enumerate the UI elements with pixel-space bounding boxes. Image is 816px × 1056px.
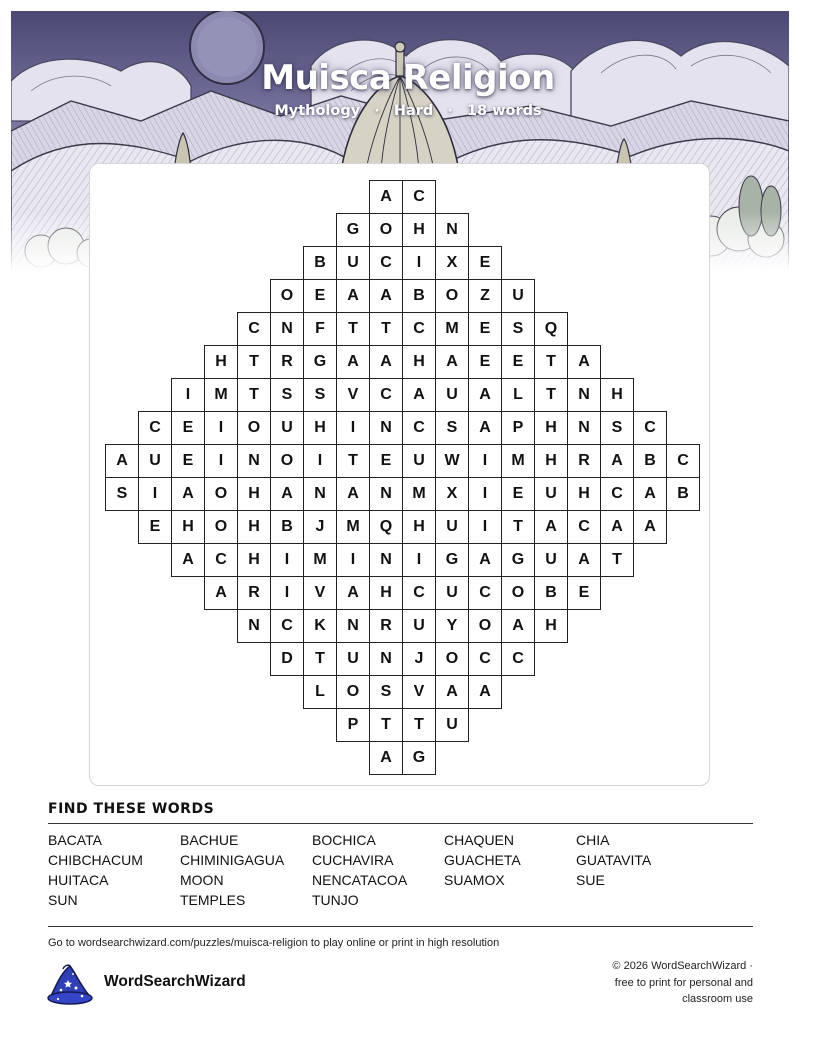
grid-cell[interactable]: E <box>303 279 337 313</box>
grid-cell[interactable]: A <box>600 510 634 544</box>
grid-cell[interactable]: O <box>270 279 304 313</box>
grid-cell[interactable]: T <box>303 642 337 676</box>
difficulty-label: Hard <box>393 103 434 119</box>
grid-cell[interactable]: C <box>270 609 304 643</box>
grid-cell[interactable]: I <box>468 444 502 478</box>
grid-cell[interactable]: A <box>369 279 403 313</box>
grid-cell[interactable]: T <box>534 378 568 412</box>
word-count-label: 18 words <box>466 103 542 119</box>
grid-cell[interactable]: I <box>204 411 238 445</box>
word-list-item: MOON <box>180 872 224 888</box>
grid-cell[interactable]: G <box>501 543 535 577</box>
puzzle-meta <box>0 103 816 119</box>
grid-cell[interactable]: R <box>237 576 271 610</box>
grid-cell[interactable]: O <box>435 642 469 676</box>
grid-cell[interactable]: Q <box>369 510 403 544</box>
grid-cell[interactable]: E <box>138 510 172 544</box>
grid-cell[interactable]: M <box>435 312 469 346</box>
grid-cell[interactable]: I <box>402 246 436 280</box>
grid-cell[interactable]: X <box>435 477 469 511</box>
grid-cell[interactable]: H <box>369 576 403 610</box>
grid-cell[interactable]: C <box>633 411 667 445</box>
grid-cell[interactable]: C <box>237 312 271 346</box>
brand-name: WordSearchWizard <box>104 973 246 990</box>
grid-cell[interactable]: H <box>237 543 271 577</box>
grid-cell[interactable]: C <box>567 510 601 544</box>
word-list-item: BACHUE <box>180 832 239 848</box>
grid-cell[interactable]: H <box>237 477 271 511</box>
meta-separator: · <box>447 103 453 119</box>
grid-cell[interactable]: H <box>402 213 436 247</box>
grid-cell[interactable]: C <box>468 642 502 676</box>
grid-cell[interactable]: G <box>336 213 370 247</box>
grid-cell[interactable]: U <box>435 708 469 742</box>
grid-cell[interactable]: A <box>633 477 667 511</box>
grid-cell[interactable]: O <box>435 279 469 313</box>
grid-cell[interactable]: E <box>501 477 535 511</box>
grid-cell[interactable]: C <box>402 312 436 346</box>
grid-cell[interactable]: N <box>369 642 403 676</box>
grid-cell[interactable]: B <box>270 510 304 544</box>
copyright-line: free to print for personal and <box>614 976 753 989</box>
grid-cell[interactable]: T <box>369 708 403 742</box>
grid-cell[interactable]: M <box>204 378 238 412</box>
grid-cell[interactable]: B <box>633 444 667 478</box>
grid-cell[interactable]: C <box>369 246 403 280</box>
grid-cell[interactable]: M <box>402 477 436 511</box>
grid-cell[interactable]: H <box>237 510 271 544</box>
grid-cell[interactable]: N <box>303 477 337 511</box>
grid-cell[interactable]: V <box>336 378 370 412</box>
word-list-item: HUITACA <box>48 872 109 888</box>
grid-cell[interactable]: U <box>336 246 370 280</box>
grid-cell[interactable]: N <box>369 477 403 511</box>
grid-cell[interactable]: A <box>369 345 403 379</box>
puzzle-card <box>89 163 710 786</box>
grid-cell[interactable]: C <box>501 642 535 676</box>
grid-cell[interactable]: J <box>402 642 436 676</box>
grid-cell[interactable]: A <box>369 180 403 214</box>
grid-cell[interactable]: R <box>567 444 601 478</box>
grid-cell[interactable]: N <box>567 411 601 445</box>
meta-separator: · <box>374 103 380 119</box>
grid-cell[interactable]: N <box>369 543 403 577</box>
grid-cell[interactable]: B <box>303 246 337 280</box>
grid-cell[interactable]: H <box>534 609 568 643</box>
grid-cell[interactable]: T <box>237 378 271 412</box>
grid-cell[interactable]: R <box>369 609 403 643</box>
grid-cell[interactable]: I <box>468 477 502 511</box>
grid-cell[interactable]: A <box>468 411 502 445</box>
word-list-item: SUAMOX <box>444 872 505 888</box>
grid-cell[interactable]: T <box>402 708 436 742</box>
puzzle-title: Muisca Religion <box>261 58 555 98</box>
grid-cell[interactable]: A <box>336 477 370 511</box>
grid-cell[interactable]: T <box>600 543 634 577</box>
grid-cell[interactable]: E <box>468 246 502 280</box>
grid-cell[interactable]: O <box>270 444 304 478</box>
grid-cell[interactable]: A <box>534 510 568 544</box>
grid-cell[interactable]: B <box>666 477 700 511</box>
grid-cell[interactable]: X <box>435 246 469 280</box>
word-list-item: CHIBCHACUM <box>48 852 143 868</box>
grid-cell[interactable]: C <box>402 411 436 445</box>
grid-cell[interactable]: C <box>369 378 403 412</box>
grid-cell[interactable]: A <box>336 279 370 313</box>
grid-cell[interactable]: I <box>204 444 238 478</box>
wizard-hat-icon <box>46 964 94 1011</box>
grid-cell[interactable]: I <box>336 543 370 577</box>
grid-cell[interactable]: M <box>336 510 370 544</box>
grid-cell[interactable]: S <box>270 378 304 412</box>
words-heading: FIND THESE WORDS <box>48 801 215 817</box>
grid-cell[interactable]: H <box>600 378 634 412</box>
grid-cell[interactable]: W <box>435 444 469 478</box>
grid-cell[interactable]: U <box>138 444 172 478</box>
grid-cell[interactable]: H <box>567 477 601 511</box>
grid-cell[interactable]: V <box>402 675 436 709</box>
grid-cell[interactable]: U <box>534 543 568 577</box>
grid-cell[interactable]: P <box>501 411 535 445</box>
grid-cell[interactable]: E <box>501 345 535 379</box>
grid-cell[interactable]: N <box>435 213 469 247</box>
play-online-link[interactable]: Go to wordsearchwizard.com/puzzles/muisca-religion to play online or print in high resolution <box>48 937 500 949</box>
grid-cell[interactable]: T <box>369 312 403 346</box>
grid-cell[interactable]: M <box>303 543 337 577</box>
grid-cell[interactable]: A <box>435 345 469 379</box>
grid-cell[interactable]: A <box>633 510 667 544</box>
grid-cell[interactable]: N <box>270 312 304 346</box>
grid-cell[interactable]: H <box>534 444 568 478</box>
grid-cell[interactable]: C <box>468 576 502 610</box>
grid-cell[interactable]: A <box>171 477 205 511</box>
grid-cell[interactable]: U <box>435 510 469 544</box>
grid-cell[interactable]: G <box>303 345 337 379</box>
grid-cell[interactable]: N <box>567 378 601 412</box>
grid-cell[interactable]: E <box>171 444 205 478</box>
grid-cell[interactable]: Z <box>468 279 502 313</box>
grid-cell[interactable]: A <box>468 378 502 412</box>
grid-cell[interactable]: R <box>270 345 304 379</box>
grid-cell[interactable]: I <box>468 510 502 544</box>
grid-cell[interactable]: B <box>402 279 436 313</box>
grid-cell[interactable]: S <box>501 312 535 346</box>
grid-cell[interactable]: T <box>501 510 535 544</box>
grid-cell[interactable]: H <box>171 510 205 544</box>
words-divider <box>48 823 753 824</box>
grid-cell[interactable]: O <box>369 213 403 247</box>
grid-cell[interactable]: H <box>534 411 568 445</box>
grid-cell[interactable]: S <box>303 378 337 412</box>
grid-cell[interactable]: O <box>237 411 271 445</box>
grid-cell[interactable]: H <box>402 510 436 544</box>
grid-cell[interactable]: S <box>435 411 469 445</box>
grid-cell[interactable]: E <box>171 411 205 445</box>
category-label: Mythology <box>274 103 361 119</box>
grid-cell[interactable]: H <box>303 411 337 445</box>
word-list-item: CUCHAVIRA <box>312 852 394 868</box>
grid-cell[interactable]: L <box>303 675 337 709</box>
word-list-item: BOCHICA <box>312 832 376 848</box>
word-list-item: TUNJO <box>312 892 359 908</box>
grid-cell[interactable]: A <box>369 741 403 775</box>
grid-cell[interactable]: G <box>402 741 436 775</box>
grid-cell[interactable]: E <box>567 576 601 610</box>
grid-cell[interactable]: A <box>336 576 370 610</box>
grid-cell[interactable]: C <box>138 411 172 445</box>
word-list-item: SUN <box>48 892 78 908</box>
word-list-item: BACATA <box>48 832 102 848</box>
grid-cell[interactable]: A <box>468 675 502 709</box>
grid-cell[interactable]: A <box>105 444 139 478</box>
word-list-item: GUACHETA <box>444 852 521 868</box>
grid-cell[interactable]: I <box>303 444 337 478</box>
grid-cell[interactable]: C <box>666 444 700 478</box>
grid-cell[interactable]: A <box>567 543 601 577</box>
copyright-notice <box>533 958 753 1008</box>
word-list-item: SUE <box>576 872 605 888</box>
grid-cell[interactable]: A <box>501 609 535 643</box>
grid-cell[interactable]: T <box>534 345 568 379</box>
grid-cell[interactable]: U <box>336 642 370 676</box>
grid-cell[interactable]: U <box>534 477 568 511</box>
grid-cell[interactable]: S <box>105 477 139 511</box>
word-list-item: NENCATACOA <box>312 872 408 888</box>
copyright-line: © 2026 WordSearchWizard · <box>612 960 753 972</box>
grid-cell[interactable]: T <box>237 345 271 379</box>
grid-cell[interactable]: I <box>171 378 205 412</box>
grid-cell[interactable]: O <box>468 609 502 643</box>
grid-cell[interactable]: C <box>204 543 238 577</box>
grid-cell[interactable]: M <box>501 444 535 478</box>
copyright-line: classroom use <box>682 993 753 1005</box>
grid-cell[interactable]: Q <box>534 312 568 346</box>
grid-cell[interactable]: I <box>270 543 304 577</box>
grid-cell[interactable]: A <box>402 378 436 412</box>
word-list-item: TEMPLES <box>180 892 246 908</box>
grid-cell[interactable]: O <box>501 576 535 610</box>
grid-cell[interactable]: T <box>336 312 370 346</box>
grid-cell[interactable]: A <box>171 543 205 577</box>
grid-cell[interactable]: H <box>204 345 238 379</box>
grid-cell[interactable]: I <box>138 477 172 511</box>
grid-cell[interactable]: L <box>501 378 535 412</box>
grid-cell[interactable]: C <box>402 576 436 610</box>
grid-cell[interactable]: E <box>369 444 403 478</box>
grid-cell[interactable]: D <box>270 642 304 676</box>
grid-cell[interactable]: N <box>237 444 271 478</box>
grid-cell[interactable]: I <box>336 411 370 445</box>
grid-cell[interactable]: S <box>600 411 634 445</box>
grid-cell[interactable]: A <box>336 345 370 379</box>
grid-cell[interactable]: N <box>336 609 370 643</box>
grid-cell[interactable]: I <box>402 543 436 577</box>
grid-cell[interactable]: N <box>369 411 403 445</box>
grid-cell[interactable]: F <box>303 312 337 346</box>
grid-cell[interactable]: I <box>270 576 304 610</box>
grid-cell[interactable]: O <box>204 510 238 544</box>
word-list-item: GUATAVITA <box>576 852 652 868</box>
grid-cell[interactable]: C <box>402 180 436 214</box>
grid-cell[interactable]: J <box>303 510 337 544</box>
footer-divider <box>48 926 753 927</box>
word-list-item: CHAQUEN <box>444 832 515 848</box>
grid-cell[interactable]: O <box>204 477 238 511</box>
grid-cell[interactable]: B <box>534 576 568 610</box>
grid-cell[interactable]: U <box>501 279 535 313</box>
grid-cell[interactable]: Y <box>435 609 469 643</box>
grid-cell[interactable]: A <box>204 576 238 610</box>
grid-cell[interactable]: U <box>402 444 436 478</box>
grid-cell[interactable]: U <box>270 411 304 445</box>
grid-cell[interactable]: O <box>336 675 370 709</box>
word-list-item: CHIA <box>576 832 610 848</box>
grid-cell[interactable]: H <box>402 345 436 379</box>
grid-cell[interactable]: N <box>237 609 271 643</box>
grid-cell[interactable]: A <box>270 477 304 511</box>
grid-cell[interactable]: G <box>435 543 469 577</box>
grid-cell[interactable]: V <box>303 576 337 610</box>
grid-cell[interactable]: U <box>435 378 469 412</box>
grid-cell[interactable]: E <box>468 312 502 346</box>
grid-cell[interactable]: A <box>435 675 469 709</box>
grid-cell[interactable]: P <box>336 708 370 742</box>
word-list-item: CHIMINIGAGUA <box>180 852 285 868</box>
grid-cell[interactable]: A <box>468 543 502 577</box>
grid-cell[interactable]: A <box>600 444 634 478</box>
grid-cell[interactable]: E <box>468 345 502 379</box>
grid-cell[interactable]: C <box>600 477 634 511</box>
grid-cell[interactable]: T <box>336 444 370 478</box>
grid-cell[interactable]: U <box>402 609 436 643</box>
grid-cell[interactable]: U <box>435 576 469 610</box>
grid-cell[interactable]: S <box>369 675 403 709</box>
grid-cell[interactable]: K <box>303 609 337 643</box>
grid-cell[interactable]: A <box>567 345 601 379</box>
